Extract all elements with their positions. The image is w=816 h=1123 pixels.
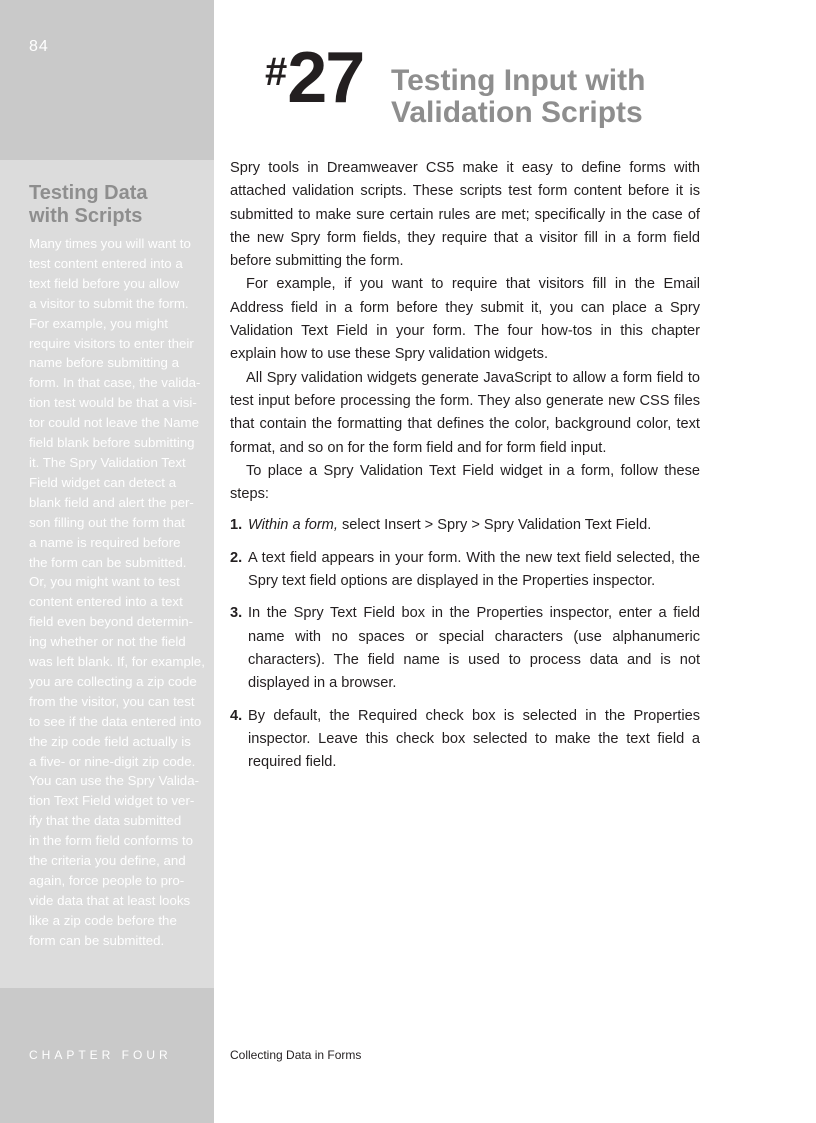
step-item <box>230 547 700 594</box>
task-number <box>265 38 364 118</box>
paragraph: For example, if you want to require that visitors fill in the Email Address field in a form before they submit it, you can place a Spry Validation Text Field in your form. The four how-tos in this chapter explain how to use these Spry validation widgets. <box>230 276 700 363</box>
step-text: select Insert > Spry > Spry Validation Text Field. <box>337 517 652 534</box>
paragraph: All Spry validation widgets generate JavaScript to allow a form field to test input before processing the form. They also generate new CSS files that contain the formatting that defines the color, background color, text format, and so on for the form field and for form field input. <box>230 369 700 456</box>
step-number: 2. <box>230 549 243 566</box>
sidebar-body: Many times you will want to test content entered into a text field before you allow a visitor to submit the form. For example, you might require visitors to enter their name before submitting a form. In that case, the valida- tion test would be that a visi- tor could not leave the Name field blank before submitting it. The Spry Validation Text Field widget can detect a blank field and alert the per- son filling out the form that a name is required before the form can be submitted. Or, you might want to test content entered into a text field even beyond determin- ing whether or not the field was left blank. If, for example, you are collecting a zip code from the visitor, you can test to see if the data entered into the zip code field actually is a five- or nine-digit zip code. You can use the Spry Valida- tion Text Field widget to ver- ify that the data submitted in the form field conforms to the criteria you define, and again, force people to pro- vide data that at least looks like a zip code before the form can be submitted. <box>29 236 205 948</box>
paragraph: Spry tools in Dreamweaver CS5 make it easy to define forms with attached validation scripts. These scripts test form content before it is submitted to make sure certain rules are met; specifically in the case of the new Spry form fields, they require that a visitor fill in a form field before submitting the form. <box>230 160 700 270</box>
step-item <box>230 514 700 537</box>
step-number: 1. <box>230 517 243 534</box>
step-item <box>230 705 700 775</box>
main-text <box>230 157 700 783</box>
step-lead: Within a form, <box>248 517 338 534</box>
page-number: 84 <box>29 38 49 55</box>
sidebar-heading: Testing Data with Scripts <box>29 182 148 227</box>
running-footer: Collecting Data in Forms <box>230 1048 362 1062</box>
step-text: In the Spry Text Field box in the Properties inspector, enter a field name with no spaces or special characters (use alphanumeric characters). The field name is used to process data and is not displayed in a browser. <box>248 605 700 692</box>
step-text: A text field appears in your form. With the new text field selected, the Spry text field options are displayed in the Properties inspector. <box>248 549 700 590</box>
steps-list <box>230 514 700 774</box>
sidebar-top-band <box>0 0 214 160</box>
chapter-label: CHAPTER FOUR <box>29 1048 172 1062</box>
sidebar-note <box>29 182 213 951</box>
paragraph: To place a Spry Validation Text Field widget in a form, follow these steps: <box>230 462 700 503</box>
step-item <box>230 602 700 695</box>
task-hash: # <box>265 50 288 94</box>
step-text: By default, the Required check box is selected in the Properties inspector. Leave this check box selected to make the text field a required field. <box>248 707 700 771</box>
task-digits: 27 <box>287 38 364 118</box>
step-number: 3. <box>230 605 243 622</box>
step-number: 4. <box>230 707 243 724</box>
page-title: Testing Input with Validation Scripts <box>391 64 646 129</box>
